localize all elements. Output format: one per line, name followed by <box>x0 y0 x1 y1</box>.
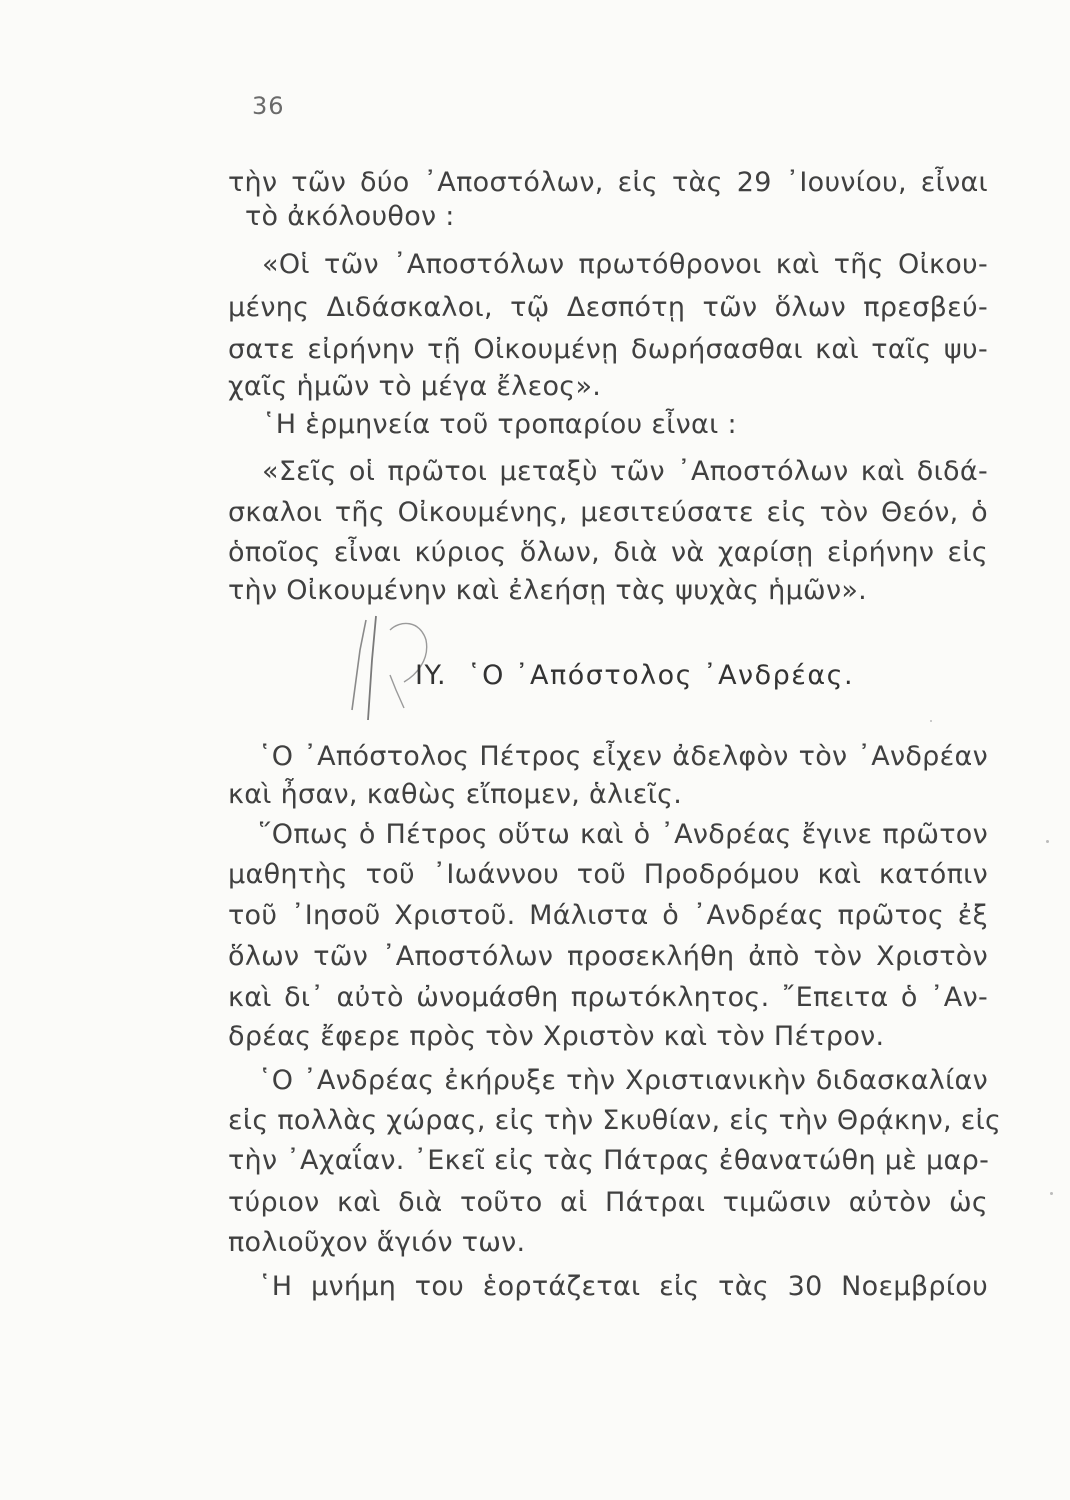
text-line: χαῖς ἡμῶν τὸ μέγα ἔλεος». <box>228 371 602 402</box>
text-line: τὴν ᾿Αχαΐαν. ᾿Εκεῖ εἰς τὰς Πάτρας ἐθανατώθη μὲ μαρ- <box>228 1145 990 1176</box>
section-title: ῾Ο ᾿Απόστολος ᾿Ανδρέας. <box>467 660 855 691</box>
text-line: τὸ ἀκόλουθον : <box>245 201 455 232</box>
text-line: δρέας ἔφερε πρὸς τὸν Χριστὸν καὶ τὸν Πέτρον. <box>228 1021 885 1052</box>
page-number: 36 <box>252 92 285 120</box>
text-line: καὶ ἦσαν, καθὼς εἴπομεν, ἁλιεῖς. <box>228 779 683 810</box>
text-line: σκαλοι τῆς Οἰκουμένης, μεσιτεύσατε εἰς τὸν Θεόν, ὁ <box>228 497 988 528</box>
text-line: τύριον καὶ διὰ τοῦτο αἱ Πάτραι τιμῶσιν αὐτὸν ὡς <box>228 1187 988 1218</box>
text-line: «Οἱ τῶν ᾿Αποστόλων πρωτόθρονοι καὶ τῆς Οἰκου- <box>262 249 988 280</box>
text-line: ῾Ο ᾿Απόστολος Πέτρος εἶχεν ἀδελφὸν τὸν ᾿Ανδρέαν <box>258 741 988 772</box>
scan-speck <box>1050 1192 1053 1195</box>
text-line: μαθητὴς τοῦ ᾿Ιωάννου τοῦ Προδρόμου καὶ κατόπιν <box>228 859 988 890</box>
text-line: «Σεῖς οἱ πρῶτοι μεταξὺ τῶν ᾿Αποστόλων καὶ διδά- <box>262 456 988 487</box>
text-line: ὅλων τῶν ᾿Αποστόλων προσεκλήθη ἀπὸ τὸν Χριστὸν <box>228 941 988 972</box>
section-heading <box>415 660 854 691</box>
text-line: πολιοῦχον ἅγιόν των. <box>228 1227 526 1258</box>
text-line: τὴν Οἰκουμένην καὶ ἐλεήσῃ τὰς ψυχὰς ἡμῶν». <box>228 575 868 606</box>
text-line: ῞Οπως ὁ Πέτρος οὕτω καὶ ὁ ᾿Ανδρέας ἔγινε πρῶτον <box>258 819 988 850</box>
text-line: καὶ δι᾿ αὐτὸ ὠνομάσθη πρωτόκλητος. ῎Επειτα ὁ ᾿Αν- <box>228 982 988 1013</box>
text-line: ῾Ο ᾿Ανδρέας ἐκήρυξε τὴν Χριστιανικὴν διδασκαλίαν <box>258 1065 988 1096</box>
text-line: ὁποῖος εἶναι κύριος ὅλων, διὰ νὰ χαρίσῃ εἰρήνην εἰς <box>228 537 988 568</box>
scan-speck <box>1046 840 1049 843</box>
text-line: τὴν τῶν δύο ᾿Αποστόλων, εἰς τὰς 29 ᾿Ιουνίου, εἶναι <box>228 167 988 198</box>
text-line: εἰς πολλὰς χώρας, εἰς τὴν Σκυθίαν, εἰς τὴν Θρᾴκην, εἰς <box>228 1105 1002 1136</box>
text-line: ῾Η μνήμη του ἑορτάζεται εἰς τὰς 30 Νοεμβρίου <box>258 1271 988 1302</box>
text-line: ῾Η ἑρμηνεία τοῦ τροπαρίου εἶναι : <box>262 409 737 440</box>
text-line: σατε εἰρήνην τῇ Οἰκουμένῃ δωρήσασθαι καὶ ταῖς ψυ- <box>228 334 988 365</box>
scan-speck <box>930 720 932 722</box>
section-number: IY. <box>415 660 448 691</box>
text-line: τοῦ ᾿Ιησοῦ Χριστοῦ. Μάλιστα ὁ ᾿Ανδρέας πρῶτος ἐξ <box>228 900 988 931</box>
text-line: μένης Διδάσκαλοι, τῷ Δεσπότῃ τῶν ὅλων πρεσβεύ- <box>228 292 988 323</box>
